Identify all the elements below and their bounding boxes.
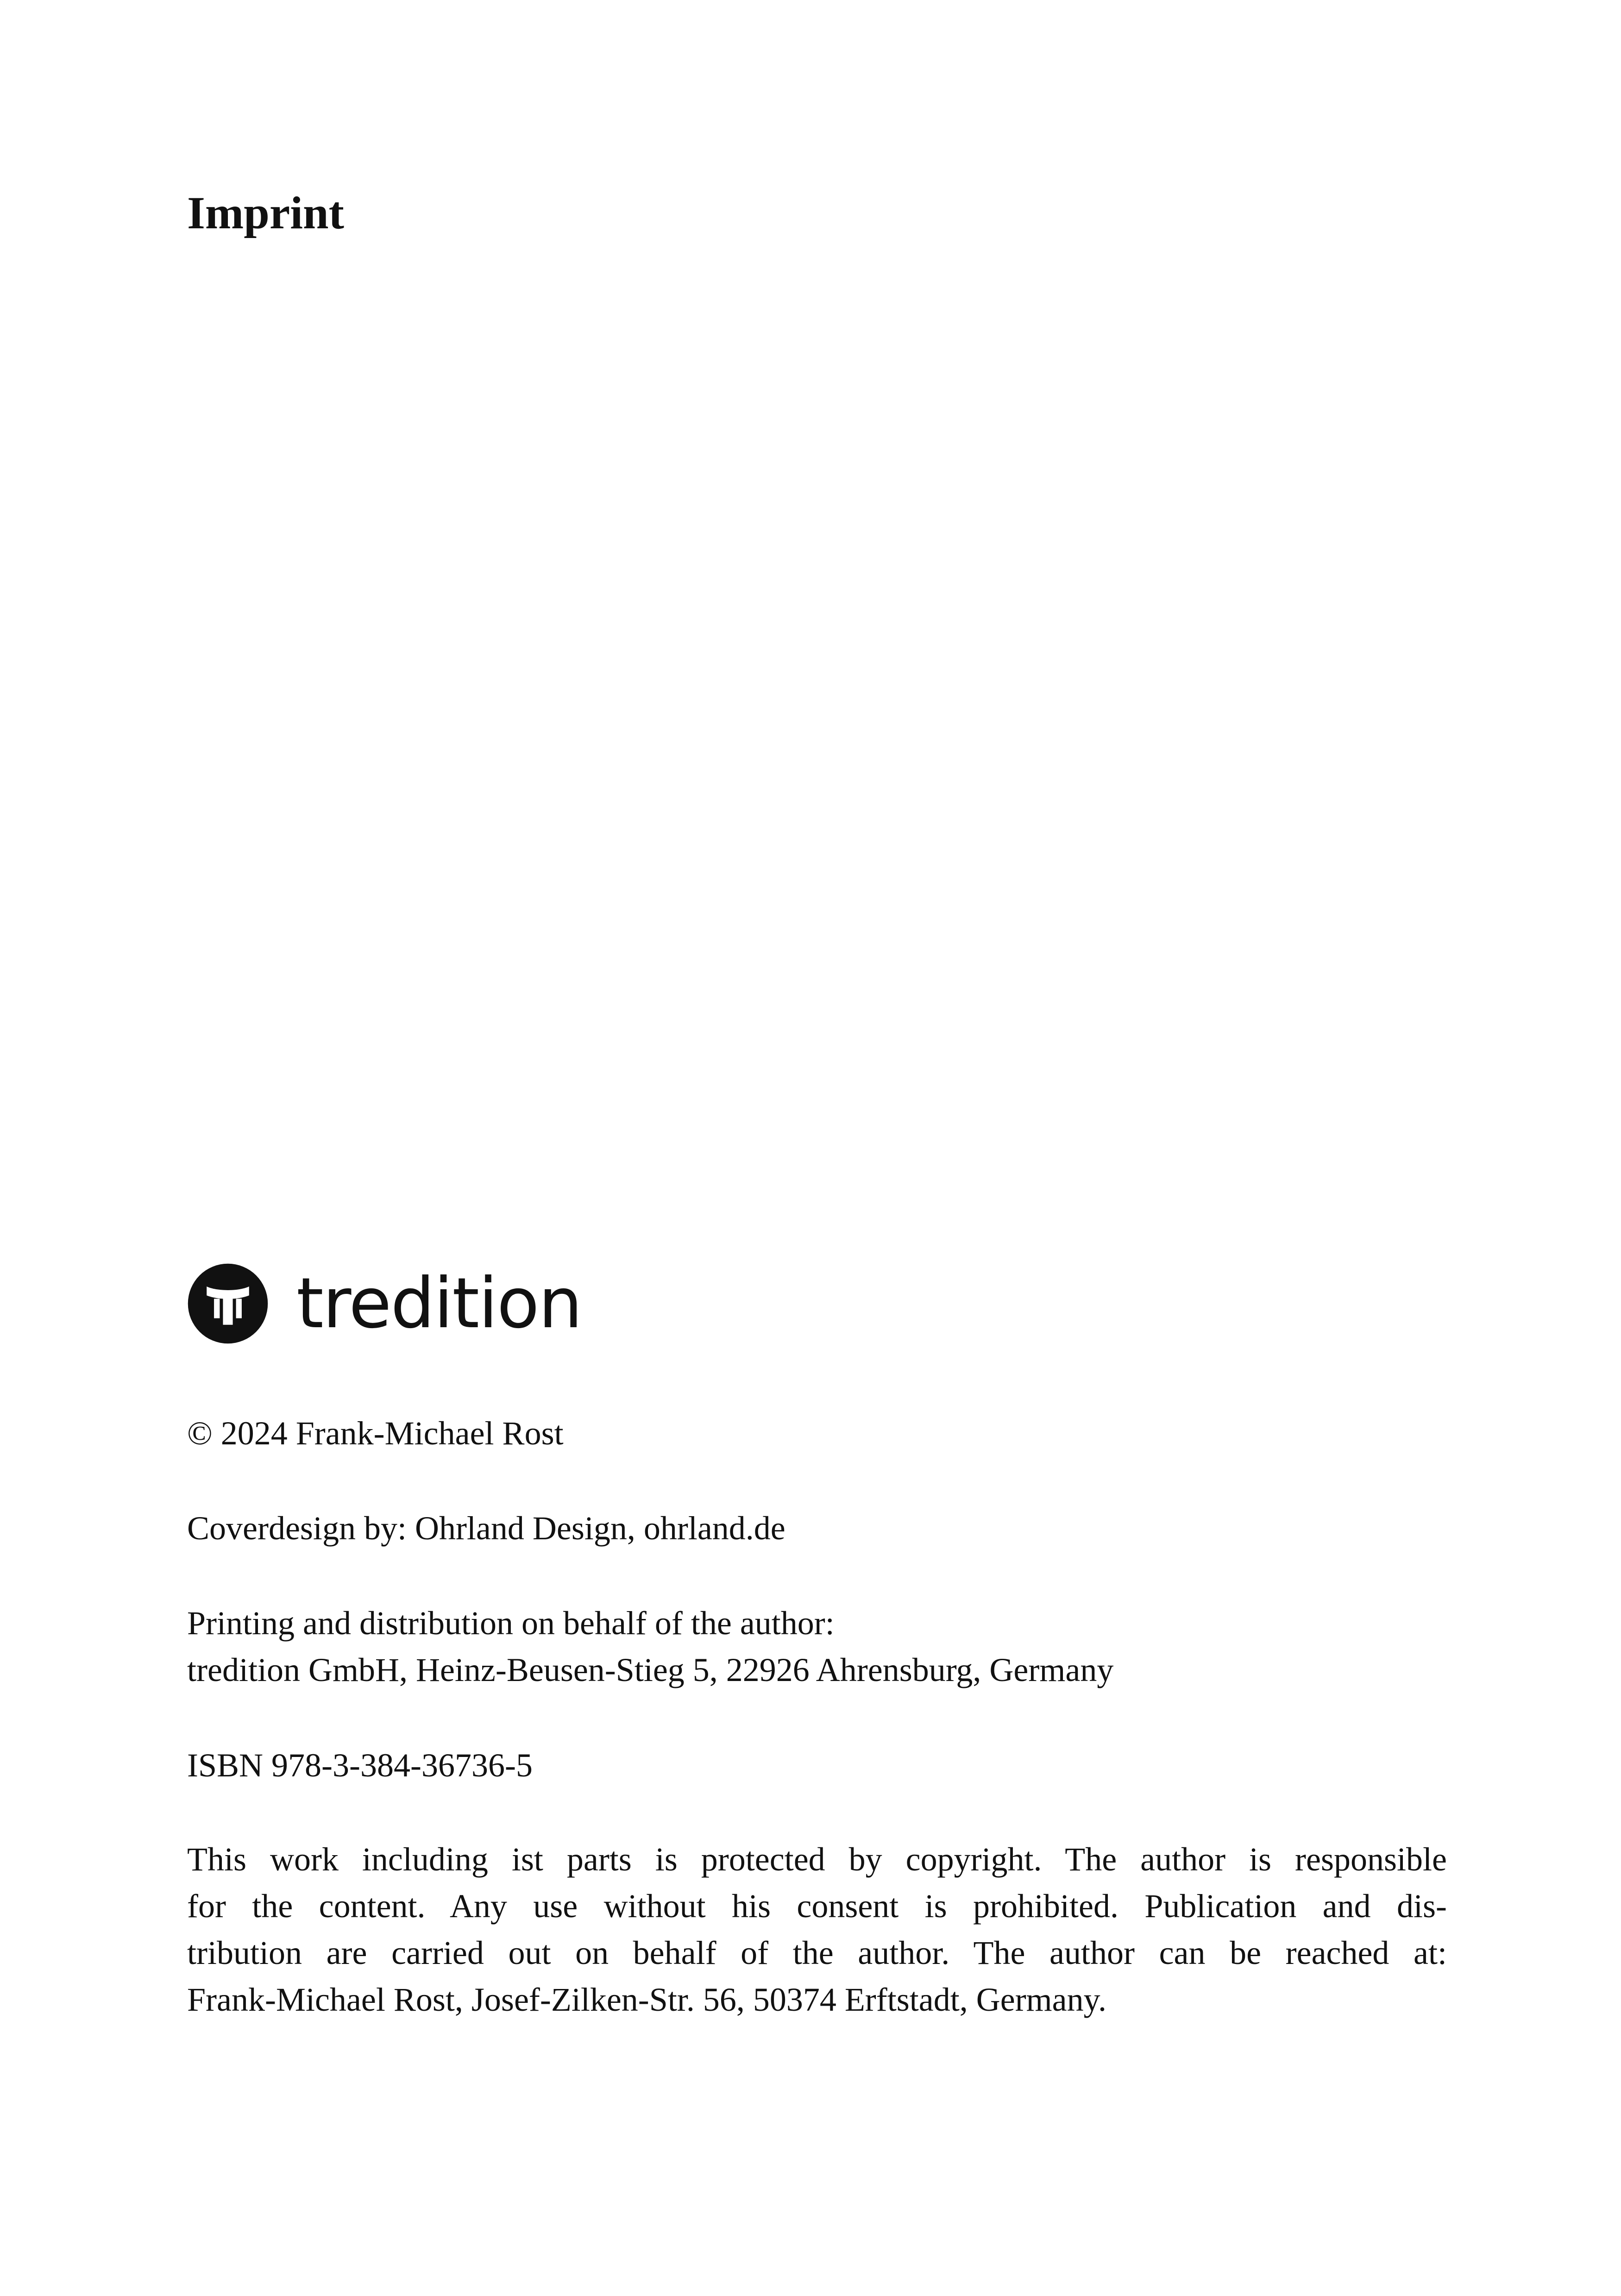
publisher-address: tredition GmbH, Heinz-Beusen-Stieg 5, 22926 Ahrensburg, Germany bbox=[187, 1651, 1114, 1688]
legal-notice bbox=[187, 1836, 1447, 2023]
author-address: Frank-Michael Rost, Josef-Zilken-Str. 56, 50374 Erftstadt, Germany. bbox=[187, 1981, 1106, 2018]
printing-line: Printing and distribution on behalf of the author: bbox=[187, 1605, 835, 1642]
page-title: Imprint bbox=[187, 187, 344, 238]
publisher-wordmark: tredition bbox=[296, 1263, 582, 1344]
legal-line: tribution are carried out on behalf of the author. The author can be reached at: bbox=[187, 1934, 1447, 1971]
legal-line: This work including ist parts is protected by copyright. The author is responsible bbox=[187, 1841, 1447, 1878]
coverdesign-credit: Coverdesign by: Ohrland Design, ohrland.de bbox=[187, 1510, 785, 1547]
legal-line: for the content. Any use without his consent is prohibited. Publication and dis- bbox=[187, 1888, 1447, 1925]
publisher-logo bbox=[187, 1260, 582, 1348]
tredition-logo-mark-icon bbox=[187, 1263, 269, 1344]
printing-distribution bbox=[187, 1600, 1113, 1694]
copyright-notice: © 2024 Frank-Michael Rost bbox=[187, 1415, 564, 1452]
isbn: ISBN 978-3-384-36736-5 bbox=[187, 1747, 533, 1784]
